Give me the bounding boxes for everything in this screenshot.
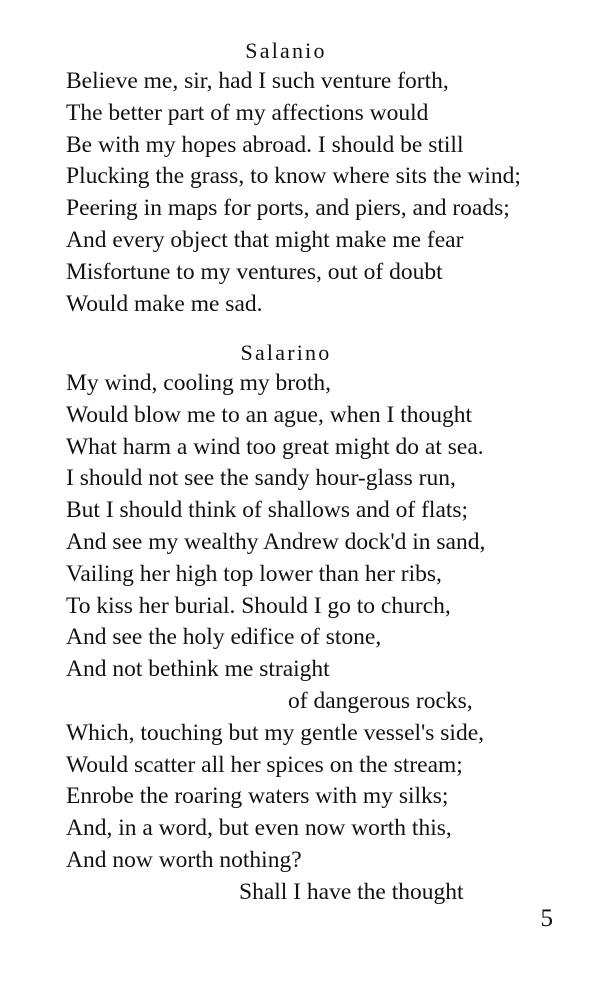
- verse-line: Believe me, sir, had I such venture forth,: [66, 68, 449, 94]
- verse-line: My wind, cooling my broth,: [66, 370, 332, 396]
- verse-line: The better part of my affections would: [66, 99, 429, 126]
- verse-line: And now worth nothing?: [66, 846, 302, 873]
- verse-line: To kiss her burial. Should I go to church,: [66, 592, 451, 619]
- speaker-name: Salanio: [245, 38, 327, 63]
- verse-line: But I should think of shallows and of flats;: [66, 497, 469, 524]
- verse-line: Be with my hopes abroad. I should be still: [66, 131, 464, 158]
- speech-lines: [66, 368, 566, 909]
- verse-line: Vailing her high top lower than her ribs,: [66, 560, 442, 587]
- verse-line: What harm a wind too great might do at sea.: [66, 433, 484, 460]
- verse-line: And not bethink me straight: [66, 656, 330, 683]
- verse-line: And see my wealthy Andrew dock'd in sand,: [66, 528, 486, 555]
- verse-line: Shall I have the thought: [239, 878, 464, 905]
- verse-line: And every object that might make me fear: [66, 226, 464, 253]
- verse-line: Plucking the grass, to know where sits the wind;: [66, 163, 521, 190]
- verse-line: Misfortune to my ventures, out of doubt: [66, 258, 443, 285]
- verse-line: of dangerous rocks,: [288, 687, 473, 714]
- verse-line: And see the holy edifice of stone,: [66, 624, 382, 651]
- verse-line: I should not see the sandy hour-glass run,: [66, 465, 456, 492]
- speech-lines: [66, 66, 566, 320]
- speech-salarino: [66, 338, 566, 909]
- verse-line: Peering in maps for ports, and piers, and roads;: [66, 195, 510, 222]
- verse-line: Enrobe the roaring waters with my silks;: [66, 783, 449, 810]
- verse-line: Would blow me to an ague, when I thought: [66, 401, 473, 428]
- speaker-name: Salarino: [240, 340, 332, 365]
- speech-salanio: [66, 36, 566, 320]
- verse-line: Would make me sad.: [66, 290, 263, 317]
- verse-line: Would scatter all her spices on the stream;: [66, 751, 463, 778]
- verse-line: And, in a word, but even now worth this,: [66, 815, 452, 842]
- page-number: 5: [540, 905, 553, 932]
- verse-line: Which, touching but my gentle vessel's side,: [66, 719, 485, 746]
